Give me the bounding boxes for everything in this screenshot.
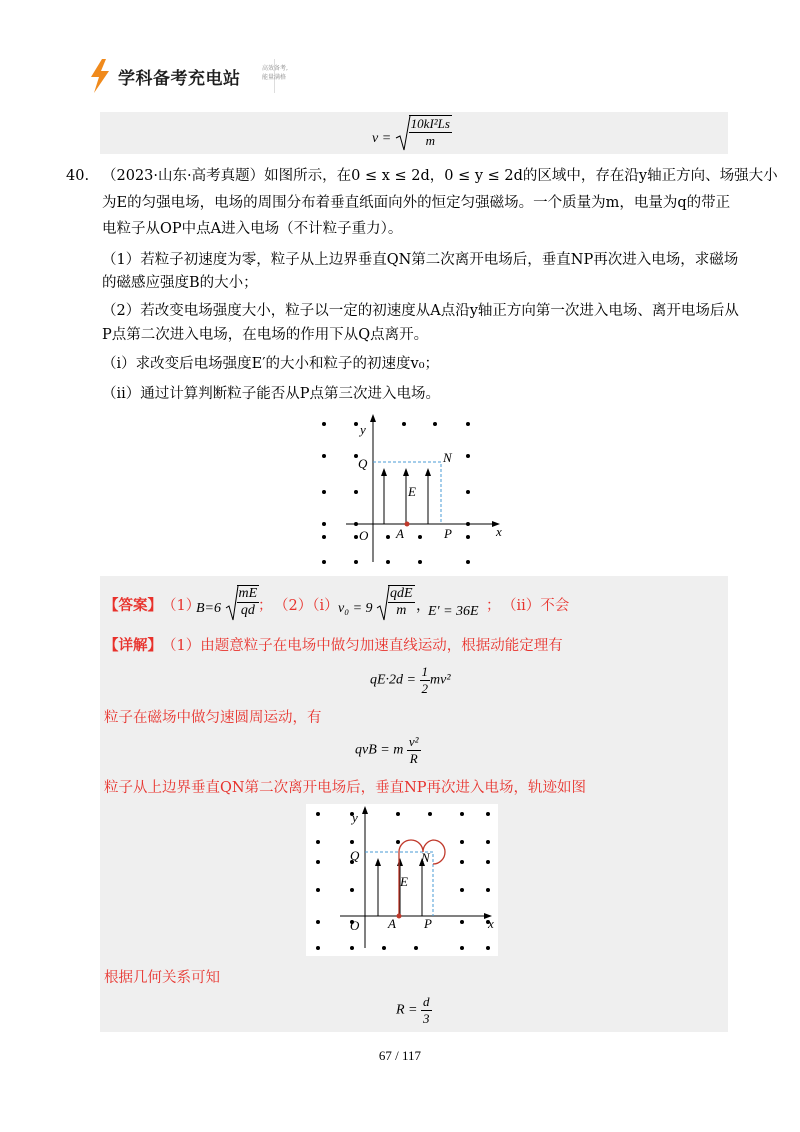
answer-sep1: ；	[258, 598, 273, 614]
equation-energy: qE·2d = $\frac{1}{2}$ mv²	[370, 664, 451, 696]
y-axis-arrow	[370, 414, 376, 422]
answer-v0-formula: v₀ = 9 $\frac{\text{qdE}}{m}$	[338, 586, 413, 618]
answer-tag: 【答案】	[104, 597, 162, 614]
equation-lorentz: qvB = m $\frac{\text{v²}}{R}$	[355, 734, 419, 766]
trajectory-figure	[306, 804, 498, 956]
svg-text:E: E	[408, 484, 416, 499]
explanation-line-1: （1）由题意粒子在电场中做匀加速直线运动，根据动能定理有	[162, 638, 563, 654]
svg-text:O: O	[350, 918, 360, 933]
question-line-6: （2）若改变电场强度大小，粒子以一定的初速度从A点沿y轴正方向第一次进入电场、离开电场后从	[102, 303, 739, 319]
svg-text:P: P	[424, 916, 432, 931]
svg-text:E: E	[400, 874, 408, 889]
logo-tagline: 高效备考, 能量满格	[262, 65, 288, 81]
answer-E-prime: E′ = 36E	[428, 604, 479, 619]
field-arrows	[384, 472, 428, 524]
svg-text:A: A	[396, 526, 404, 541]
page-number: 67 / 117	[378, 1048, 422, 1063]
svg-text:Q: Q	[358, 456, 368, 471]
answer-B-formula: B=6 $\frac{mE}{qd}$	[196, 586, 258, 618]
svg-text:x: x	[488, 916, 494, 931]
answer-comma: ，	[416, 598, 431, 614]
question-line-5: 的磁感应强度B的大小；	[102, 275, 258, 291]
question-line-3: 电粒子从OP中点A进入电场（不计粒子重力）。	[102, 221, 403, 237]
svg-text:Q: Q	[350, 848, 360, 863]
equation-radius: R = $\frac{d}{3}$	[396, 994, 430, 1026]
question-number: 40.	[66, 168, 90, 184]
svg-text:y: y	[352, 810, 358, 825]
top-formula: v = $\frac{\text{10kI²Ls}}{m}$	[372, 114, 452, 154]
question-line-2: 为E的匀强电场，电场的周围分布着垂直纸面向外的恒定匀强磁场。一个质量为m，电量为q的带正	[102, 195, 731, 211]
explanation-tag: 【详解】	[104, 637, 162, 654]
svg-text:P: P	[444, 526, 452, 541]
lightning-logo-icon	[88, 58, 112, 94]
explanation-line-3: 粒子从上边界垂直QN第二次离开电场后，垂直NP再次进入电场，轨迹如图	[104, 780, 587, 796]
answer-part2-label: （2）（i）	[274, 598, 339, 614]
svg-text:N: N	[443, 450, 452, 465]
explanation-line-2: 粒子在磁场中做匀速圆周运动，有	[104, 710, 322, 726]
field-figure	[310, 412, 510, 572]
question-line-8: （i）求改变后电场强度E′的大小和粒子的初速度v₀；	[102, 356, 440, 372]
point-A	[405, 522, 410, 527]
question-line-7: P点第二次进入电场，在电场的作用下从Q点离开。	[102, 327, 429, 343]
svg-text:x: x	[496, 524, 502, 539]
svg-text:y: y	[360, 422, 366, 437]
svg-text:A: A	[388, 916, 396, 931]
svg-text:O: O	[359, 528, 369, 543]
answer-sep2: ；	[486, 598, 501, 614]
logo-text: 学科备考充电站	[118, 69, 241, 89]
answer-part1-label: （1）	[162, 598, 201, 614]
explanation-line-4: 根据几何关系可知	[104, 970, 220, 986]
magnetic-field-dots	[322, 422, 470, 564]
question-line-9: （ii）通过计算判断粒子能否从P点第三次进入电场。	[102, 386, 441, 402]
svg-text:N: N	[421, 850, 430, 865]
question-line-1: （2023·山东·高考真题）如图所示，在0 ≤ x ≤ 2d，0 ≤ y ≤ 2d的区域中，存在沿y轴正方向、场强大小	[102, 168, 778, 184]
question-line-4: （1）若粒子初速度为零，粒子从上边界垂直QN第二次离开电场后，垂直NP再次进入电场，求磁场	[102, 252, 739, 268]
answer-part-ii: （ii）不会	[502, 598, 570, 614]
